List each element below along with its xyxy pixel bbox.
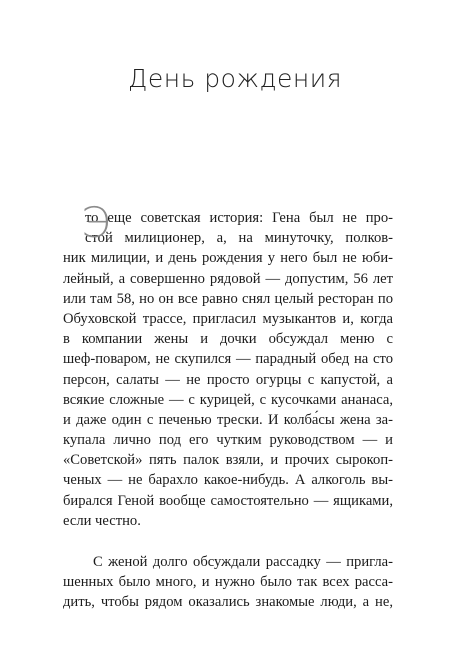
- text-line: ченых — не барахло какое-нибудь. А алкоголь вы-: [63, 472, 393, 489]
- paragraph-gap: [63, 531, 393, 552]
- text-line: в компании жены и дочки обсуждал меню с: [63, 331, 393, 348]
- text-line: дить, чтобы рядом оказались знакомые люди, а не,: [63, 594, 393, 611]
- text-line: шенных было много, и нужно было так всех расса-: [63, 574, 393, 591]
- text-line: и даже один с печенью трески. И колба́сы жена за-: [63, 411, 393, 428]
- paragraph-2: [63, 552, 393, 613]
- text-line: лейный, а совершенно рядовой — допустим, 56 лет: [63, 270, 393, 287]
- text-line: если честно.: [63, 512, 141, 529]
- text-line: ник милиции, и день рождения у него был не юби-: [63, 250, 393, 267]
- text-line: персон, салаты — не просто огурцы с капустой, а: [63, 371, 393, 388]
- chapter-title: День рождения: [127, 64, 343, 93]
- text-line: стой милиционер, а, на минуточку, полков-: [85, 230, 393, 247]
- text-line: С женой долго обсуждали рассадку — пригла-: [93, 554, 393, 570]
- paragraph-1: [63, 198, 393, 531]
- text-line: то еще советская история: Гена был не про-: [85, 210, 393, 226]
- drop-cap: Э: [81, 198, 111, 247]
- text-line: или там 58, но он все равно снял целый ресторан по: [63, 290, 393, 307]
- text-line: «Советской» пять палок взяли, и прочих сырокоп-: [63, 452, 393, 469]
- chapter-body: [63, 198, 393, 613]
- text-line: Обуховской трассе, пригласил музыкантов и, когда: [63, 310, 393, 327]
- text-line: шеф-поваром, не скупился — парадный обед на сто: [63, 351, 393, 368]
- text-line: купала лично под его чутким руководством — и: [63, 432, 393, 449]
- text-line: бирался Геной вообще самостоятельно — ящиками,: [63, 492, 393, 509]
- text-line: всякие сложные — с курицей, с кусочками ананаса,: [63, 391, 393, 408]
